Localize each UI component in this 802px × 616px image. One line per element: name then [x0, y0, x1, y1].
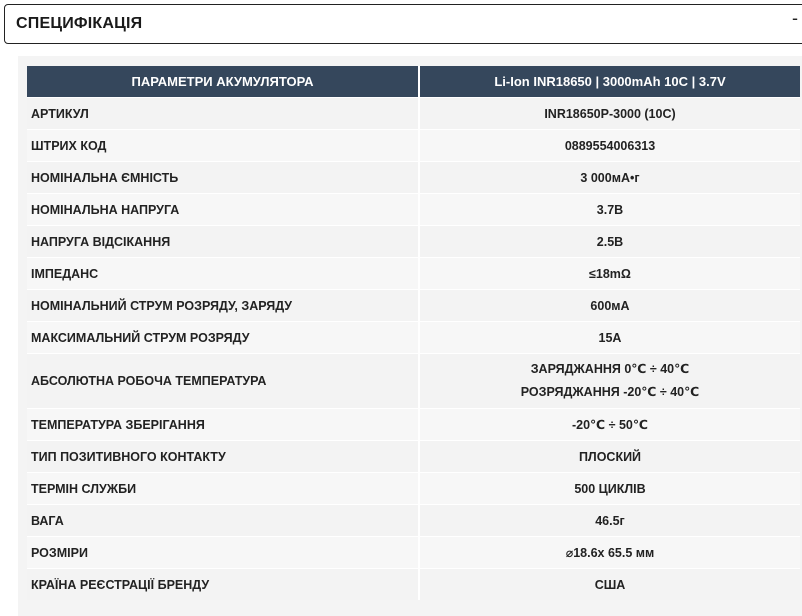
row-label: КРАЇНА РЕЄСТРАЦІЇ БРЕНДУ	[27, 569, 419, 601]
row-value: 15А	[419, 322, 800, 354]
table-row-voltage	[27, 194, 800, 226]
table-row-contact-type	[27, 441, 800, 473]
row-label: РОЗМІРИ	[27, 537, 419, 569]
row-label: ШТРИХ КОД	[27, 130, 419, 162]
section-title: СПЕЦИФІКАЦІЯ	[16, 15, 143, 32]
table-row-impedance	[27, 258, 800, 290]
table-row-brand-country	[27, 569, 800, 601]
row-label: НОМІНАЛЬНИЙ СТРУМ РОЗРЯДУ, ЗАРЯДУ	[27, 290, 419, 322]
row-label: ТИП ПОЗИТИВНОГО КОНТАКТУ	[27, 441, 419, 473]
row-label: МАКСИМАЛЬНИЙ СТРУМ РОЗРЯДУ	[27, 322, 419, 354]
row-value: 3.7В	[419, 194, 800, 226]
table-row-max-current	[27, 322, 800, 354]
specification-accordion-header[interactable]	[4, 4, 802, 44]
row-label: ТЕРМІН СЛУЖБИ	[27, 473, 419, 505]
row-value: 3 000мА•г	[419, 162, 800, 194]
row-value: 500 ЦИКЛІВ	[419, 473, 800, 505]
row-label: ТЕМПЕРАТУРА ЗБЕРІГАННЯ	[27, 409, 419, 441]
row-value: 600мА	[419, 290, 800, 322]
table-row-sku	[27, 98, 800, 130]
row-value: ≤18mΩ	[419, 258, 800, 290]
charging-temperature: ЗАРЯДЖАННЯ 0℃ ÷ 40℃	[530, 362, 690, 376]
table-row-storage-temperature	[27, 409, 800, 441]
row-label: АБСОЛЮТНА РОБОЧА ТЕМПЕРАТУРА	[27, 354, 419, 409]
table-row-dimensions	[27, 537, 800, 569]
row-value: INR18650P-3000 (10C)	[419, 98, 800, 130]
discharging-temperature: РОЗРЯДЖАННЯ -20℃ ÷ 40℃	[520, 385, 700, 399]
row-label: АРТИКУЛ	[27, 98, 419, 130]
table-row-weight	[27, 505, 800, 537]
collapse-toggle-icon[interactable]: -	[792, 8, 798, 28]
table-row-nominal-current	[27, 290, 800, 322]
table-header-row	[27, 66, 800, 98]
row-value: 46.5г	[419, 505, 800, 537]
table-row-capacity	[27, 162, 800, 194]
row-value: ⌀18.6x 65.5 мм	[419, 537, 800, 569]
row-value: 2.5В	[419, 226, 800, 258]
row-value: ПЛОСКИЙ	[419, 441, 800, 473]
row-value	[419, 354, 800, 409]
row-label: НАПРУГА ВІДСІКАННЯ	[27, 226, 419, 258]
table-row-operating-temperature	[27, 354, 800, 409]
row-value: 0889554006313	[419, 130, 800, 162]
table-row-cutoff-voltage	[27, 226, 800, 258]
spec-table	[27, 66, 800, 600]
row-label: ВАГА	[27, 505, 419, 537]
row-label: НОМІНАЛЬНА ЄМНІСТЬ	[27, 162, 419, 194]
table-row-lifespan	[27, 473, 800, 505]
table-row-barcode	[27, 130, 800, 162]
row-label: ІМПЕДАНС	[27, 258, 419, 290]
row-label: НОМІНАЛЬНА НАПРУГА	[27, 194, 419, 226]
row-value: США	[419, 569, 800, 601]
header-parameters: ПАРАМЕТРИ АКУМУЛЯТОРА	[27, 66, 419, 98]
header-model: Li-Ion INR18650 | 3000mAh 10C | 3.7V	[419, 66, 800, 98]
row-value: -20℃ ÷ 50℃	[419, 409, 800, 441]
